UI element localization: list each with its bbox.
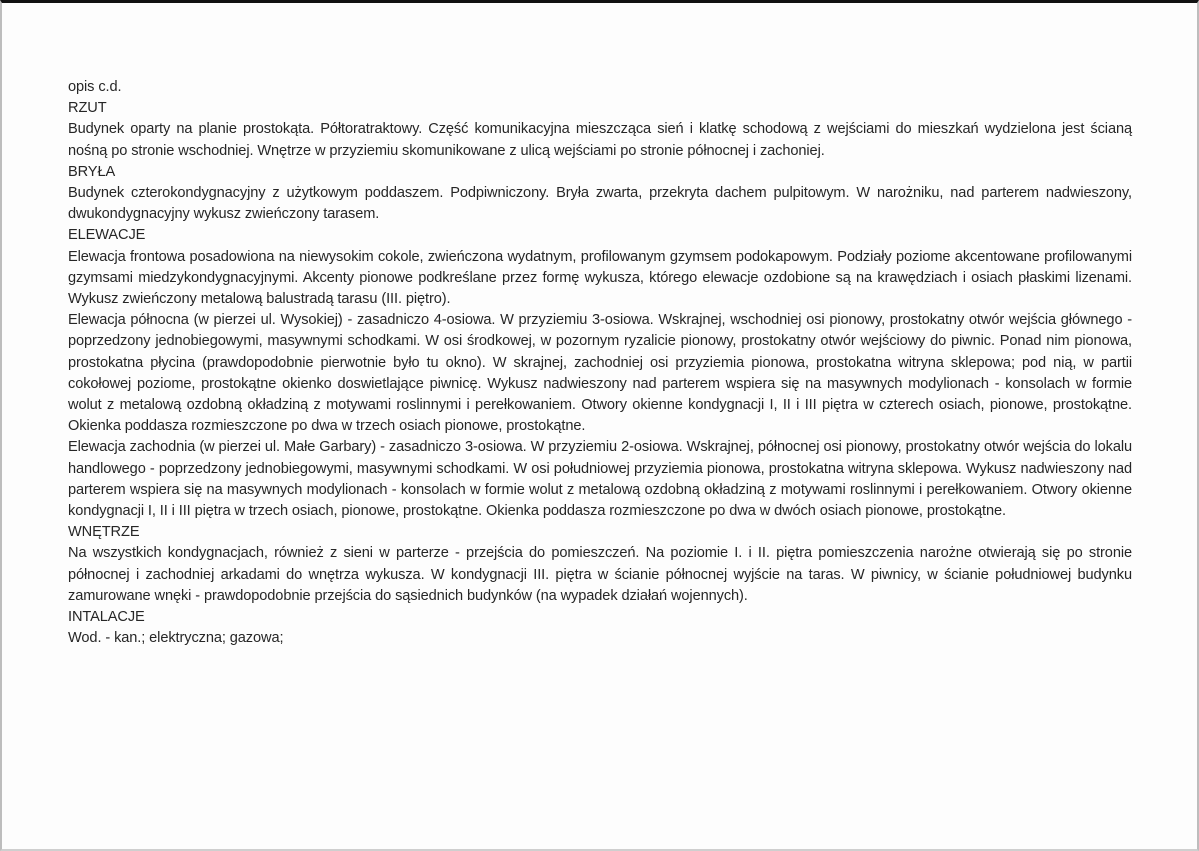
section-heading: INTALACJE [68,609,145,626]
section-paragraph: Wod. - kan.; elektryczna; gazowa; [68,630,284,647]
section-paragraph: Budynek czterokondygnacyjny z użytkowym poddaszem. Podpiwniczony. Bryła zwarta, przekryta dachem pulpitowym. W narożniku, nad parterem nadwieszony, dwukondygnacyjny wykusz zwieńczony tarasem. [68,185,1132,223]
section-paragraph: Elewacja frontowa posadowiona na niewysokim cokole, zwieńczona wydatnym, profilowanym gzymsem podokapowym. Podziały poziome akcentowane profilowanymi gzymsami miedzykondygnacyjnymi. Akcenty pionowe podkreślane przez formę wykusza, którego elewacje ozdobione są na krawędziach i osiach płaskimi lizenami. Wykusz zwieńczony metalową balustradą tarasu (III. piętro). [68,248,1132,308]
section-heading: BRYŁA [68,163,116,180]
document-intro: opis c.d. [68,79,122,95]
section-paragraph: Elewacja zachodnia (w pierzei ul. Małe Garbary) - zasadniczo 3-osiowa. W przyziemiu 2-osiowa. Wskrajnej, północnej osi pionowy, prostokatny otwór wejścia do lokalu handlowego - poprzedzony jednobiegowymi, masywnymi schodkami. W osi południowej przyziemia pionowa, prostokatna witryna sklepowa. Wykusz nadwieszony nad parterem wspiera się na masywnych modylionach - konsolach w formie wolut z metalową ozdobną okładziną z motywami roslinnymi i perełkowaniem. Otwory okienne kondygnacji I, II i III piętra w trzech osiach, pionowe, prostokątne. Okienka poddasza rozmieszczone po dwa w dwóch osiach pionowe, prostokątne. [68,439,1132,520]
section-elewacje [68,225,1132,522]
section-bryla [68,162,1132,226]
section-instalacje [68,607,1132,649]
section-paragraph: Budynek oparty na planie prostokąta. Półtoratraktowy. Część komunikacyjna mieszcząca sień i klatkę schodową z wejściami do mieszkań wydzielona jest ścianą nośną po stronie wschodniej. Wnętrze w przyziemiu skomunikowane z ulicą wejściami po stronie północnej i zachoniej. [68,121,1132,159]
section-heading: RZUT [68,100,107,117]
section-heading: ELEWACJE [68,227,146,244]
section-paragraph: Elewacja północna (w pierzei ul. Wysokiej) - zasadniczo 4-osiowa. W przyziemiu 3-osiowa. Wskrajnej, wschodniej osi pionowy, prostokatny otwór wejścia głównego - poprzedzony jednobiegowymi, masywnymi schodkami. W osi środkowej, w pozornym ryzalicie pionowy, prostokatny otwór wejściowy do piwnic. Ponad nim pionowa, prostokatna płycina (prawdopodobnie pierwotnie było tu okno). W skrajnej, zachodniej osi przyziemia pionowa, prostokatna witryna sklepowa; pod nią, w partii cokołowej poziome, prostokątne okienko doswietlające piwnicę. Wykusz nadwieszony nad parterem wspiera się na masywnych modylionach - konsolach w formie wolut z metalową ozdobną okładziną z motywami roslinnymi i perełkowaniem. Otwory okienne kondygnacji I, II i III piętra w czterech osiach, pionowe, prostokątne. Okienka poddasza rozmieszczone po dwa w trzech osiach pionowe, prostokątne. [68,312,1132,435]
section-paragraph: Na wszystkich kondygnacjach, również z sieni w parterze - przejścia do pomieszczeń. Na poziomie I. i II. piętra pomieszczenia narożne otwierają się po stronie północnej i zachodniej arkadami do wnętrza wykusza. W kondygnacji III. piętra w ścianie północnej wyjście na taras. W piwnicy, w ścianie południowej budynku zamurowane wnęki - prawdopodobnie przejścia do sąsiednich budynków (na wypadek działań wojennych). [68,545,1132,604]
section-heading: WNĘTRZE [68,524,140,541]
section-wnetrze [68,522,1132,607]
section-rzut [68,98,1132,162]
document-body [68,77,1132,649]
